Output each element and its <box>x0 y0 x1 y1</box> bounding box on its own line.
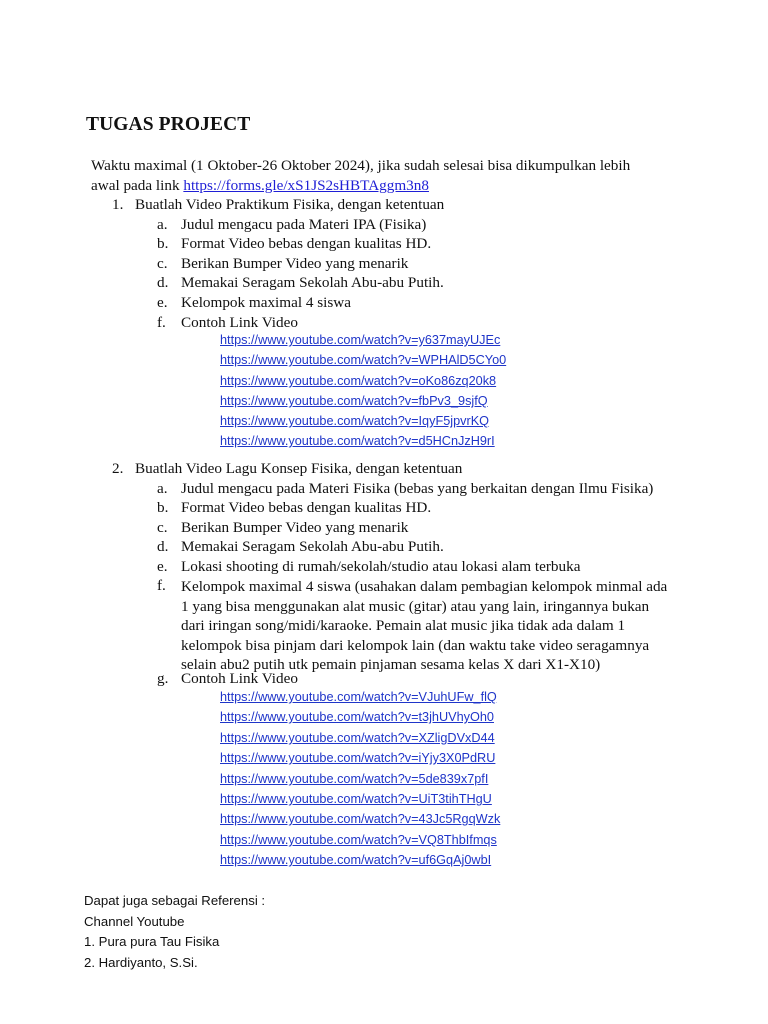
list-item: Kelompok maximal 4 siswa <box>181 294 351 311</box>
reference-item: 2. Hardiyanto, S.Si. <box>84 955 198 970</box>
section-1-number: 1. <box>112 196 124 213</box>
list-item: Judul mengacu pada Materi IPA (Fisika) <box>181 216 427 233</box>
reference-item: 1. Pura pura Tau Fisika <box>84 934 220 949</box>
list-item: Memakai Seragam Sekolah Abu-abu Putih. <box>181 274 444 291</box>
youtube-link[interactable]: https://www.youtube.com/watch?v=fbPv3_9sjfQ <box>220 394 488 408</box>
list-item: Contoh Link Video <box>181 314 298 331</box>
paragraph-line: Kelompok maximal 4 siswa (usahakan dalam pembagian kelompok minmal ada <box>181 578 668 595</box>
references-channel-label: Channel Youtube <box>84 914 185 929</box>
paragraph-line: kelompok bisa pinjam dari kelompok lain (dan waktu take video seragamnya <box>181 636 650 654</box>
list-item-marker: a. <box>157 216 168 233</box>
intro-line-1: Waktu maximal (1 Oktober-26 Oktober 2024), jika sudah selesai bisa dikumpulkan lebih <box>91 157 631 174</box>
intro-line-2-prefix: awal pada link <box>91 177 184 194</box>
youtube-link[interactable]: https://www.youtube.com/watch?v=5de839x7pfI <box>220 772 489 786</box>
section-1-heading: Buatlah Video Praktikum Fisika, dengan ketentuan <box>135 196 445 213</box>
paragraph-line: selain abu2 putih utk pemain pinjaman sesama kelas X dari X1-X10) <box>181 656 601 673</box>
list-item-marker: b. <box>157 235 169 252</box>
list-item-marker: c. <box>157 255 168 272</box>
list-item: Judul mengacu pada Materi Fisika (bebas yang berkaitan dengan Ilmu Fisika) <box>181 480 654 497</box>
youtube-link[interactable]: https://www.youtube.com/watch?v=WPHAlD5CYo0 <box>220 353 507 367</box>
youtube-link[interactable]: https://www.youtube.com/watch?v=t3jhUVhyOh0 <box>220 710 494 724</box>
references-intro: Dapat juga sebagai Referensi : <box>84 893 266 908</box>
youtube-link[interactable]: https://www.youtube.com/watch?v=XZligDVxD44 <box>220 731 495 745</box>
section-2-heading: Buatlah Video Lagu Konsep Fisika, dengan ketentuan <box>135 460 463 477</box>
list-item-marker: d. <box>157 538 169 555</box>
youtube-link[interactable]: https://www.youtube.com/watch?v=VJuhUFw_flQ <box>220 690 497 704</box>
list-item: Lokasi shooting di rumah/sekolah/studio atau lokasi alam terbuka <box>181 558 581 575</box>
list-item-marker: c. <box>157 519 168 536</box>
youtube-link[interactable]: https://www.youtube.com/watch?v=43Jc5RgqWzk <box>220 812 501 826</box>
list-item: Berikan Bumper Video yang menarik <box>181 519 409 536</box>
intro-line-2 <box>91 177 429 195</box>
youtube-link[interactable]: https://www.youtube.com/watch?v=iYjy3X0PdRU <box>220 751 496 765</box>
paragraph-line: 1 yang bisa menggunakan alat music (gitar) atau yang lain, iringannya bukan <box>181 597 650 615</box>
list-item: Format Video bebas dengan kualitas HD. <box>181 235 432 252</box>
form-link[interactable]: https://forms.gle/xS1JS2sHBTAggm3n8 <box>183 177 429 194</box>
list-item-marker: b. <box>157 499 169 516</box>
list-item: Format Video bebas dengan kualitas HD. <box>181 499 432 516</box>
youtube-link[interactable]: https://www.youtube.com/watch?v=IqyF5jpvrKQ <box>220 414 490 428</box>
list-item-marker: g. <box>157 670 169 687</box>
section-2-number: 2. <box>112 460 124 477</box>
youtube-link[interactable]: https://www.youtube.com/watch?v=UiT3tihTHgU <box>220 792 492 806</box>
list-item-marker: f. <box>157 577 166 594</box>
paragraph-line: dari iringan song/midi/karaoke. Pemain alat music jika tidak ada dalam 1 <box>181 617 626 634</box>
list-item-paragraph <box>181 577 684 675</box>
list-item-marker: d. <box>157 274 169 291</box>
list-item-marker: a. <box>157 480 168 497</box>
youtube-link[interactable]: https://www.youtube.com/watch?v=y637mayUJEc <box>220 333 501 347</box>
list-item-marker: e. <box>157 294 168 311</box>
youtube-link[interactable]: https://www.youtube.com/watch?v=uf6GqAj0wbI <box>220 853 492 867</box>
youtube-link[interactable]: https://www.youtube.com/watch?v=d5HCnJzH9rI <box>220 434 495 448</box>
page-title: TUGAS PROJECT <box>86 114 251 135</box>
list-item: Contoh Link Video <box>181 670 298 687</box>
youtube-link[interactable]: https://www.youtube.com/watch?v=VQ8ThbIfmqs <box>220 833 497 847</box>
list-item-marker: f. <box>157 314 166 331</box>
list-item: Memakai Seragam Sekolah Abu-abu Putih. <box>181 538 444 555</box>
list-item: Berikan Bumper Video yang menarik <box>181 255 409 272</box>
list-item-marker: e. <box>157 558 168 575</box>
youtube-link[interactable]: https://www.youtube.com/watch?v=oKo86zq20k8 <box>220 374 497 388</box>
